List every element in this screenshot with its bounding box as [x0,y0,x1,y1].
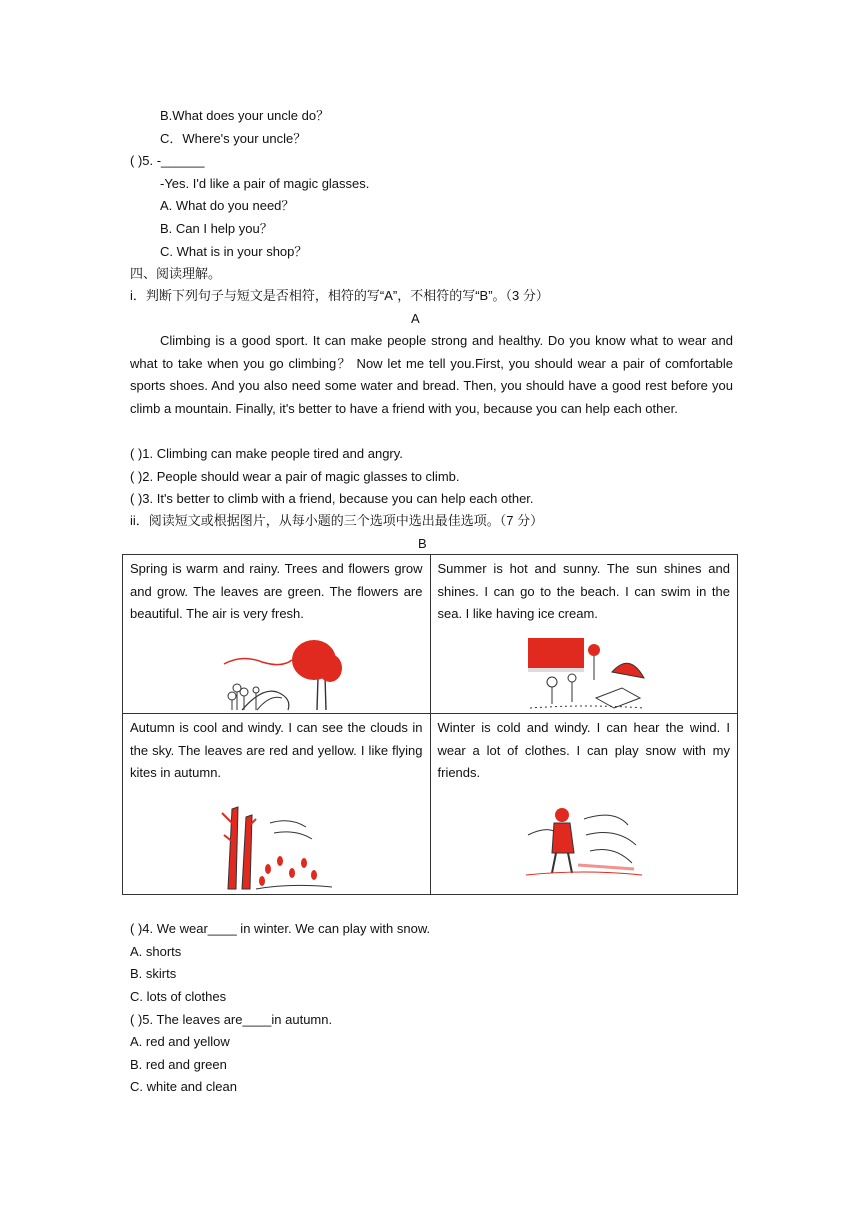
question-4-stem: ( )4. We wear____ in winter. We can play with snow. [130,921,431,936]
winter-picture [524,805,644,879]
passage-a-text: Climbing is a good sport. It can make people strong and healthy. Do you know what to wear and what to take when you go climbing？ Now let me tell you.First, you should wear a pair of comfortable sports shoes. And you also need some water and bread. Then, you should have a good rest before you climb a mountain. Finally, it's better to have a friend with you, because you can help each other. [130,333,733,416]
summer-picture [526,632,646,712]
question-5b-option-b: B. red and green [130,1057,227,1072]
passage-a [130,330,733,420]
question-5-stem: ( )5. -______ [130,153,205,168]
part1-instructions: i．判断下列句子与短文是否相符，相符的写“A”，不相符的写“B”。（3 分） [130,288,549,303]
autumn-picture [220,803,340,893]
question-5b-option-c: C. white and clean [130,1079,237,1094]
question-5-option-a: A. What do you need？ [160,198,295,213]
question-4-option-b: B. skirts [130,966,177,981]
question-5-answer: -Yes. I'd like a pair of magic glasses. [160,176,370,191]
question-4-option-a: A. shorts [130,944,182,959]
question-4-option-c: C. lots of clothes [130,989,227,1004]
seasons-table [122,554,738,895]
spring-text: Spring is warm and rainy. Trees and flowers grow and grow. The leaves are green. The flowers are beautiful. The air is very fresh. [130,561,423,622]
judge-2: ( )2. People should wear a pair of magic glasses to climb. [130,469,460,484]
spring-cell [123,555,431,714]
summer-cell [430,555,738,714]
winter-cell [430,714,738,895]
autumn-cell [123,714,431,895]
judge-3: ( )3. It's better to climb with a friend, because you can help each other. [130,491,534,506]
autumn-text: Autumn is cool and windy. I can see the clouds in the sky. The leaves are red and yellow. I like flying kites in autumn. [130,720,423,781]
question-5-option-c: C. What is in your shop？ [160,244,308,259]
passage-b-label: B [418,536,427,551]
judge-1: ( )1. Climbing can make people tired and angry. [130,446,403,461]
question-5b-stem: ( )5. The leaves are____in autumn. [130,1012,333,1027]
winter-text: Winter is cold and windy. I can hear the wind. I wear a lot of clothes. I can play snow with my friends. [437,720,730,781]
spring-picture [222,632,342,712]
summer-text: Summer is hot and sunny. The sun shines and shines. I can go to the beach. I can swim in the sea. I like having ice cream. [437,561,730,622]
question-5-option-b: B. Can I help you？ [160,221,273,236]
option-c: C．Where's your uncle？ [160,131,307,146]
option-b: B.What does your uncle do？ [160,108,330,123]
question-5b-option-a: A. red and yellow [130,1034,230,1049]
passage-a-label: A [411,311,420,326]
part2-instructions: ii．阅读短文或根据图片，从每小题的三个选项中选出最佳选项。（7 分） [130,513,544,528]
section-title: 四、阅读理解。 [130,266,222,281]
